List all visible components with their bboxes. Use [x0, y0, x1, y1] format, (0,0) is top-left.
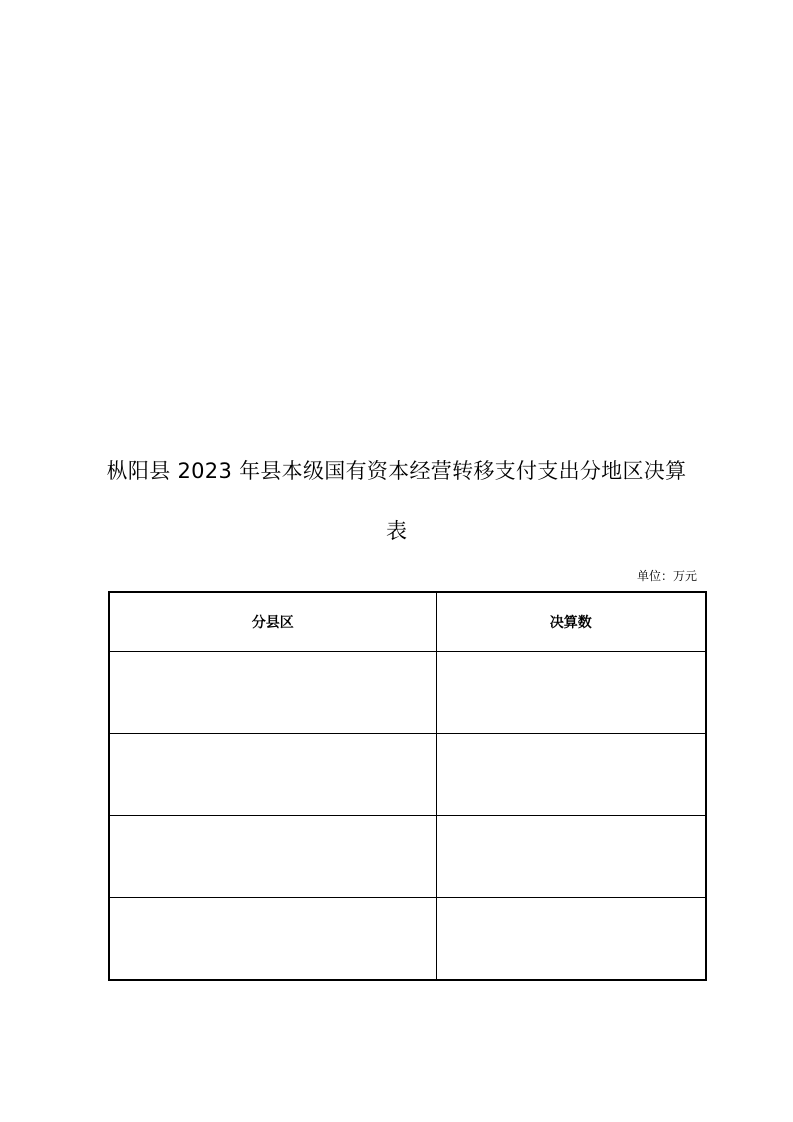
table-row [109, 898, 706, 981]
table-header-row [109, 592, 706, 652]
settlement-table [108, 591, 707, 981]
cell-district [109, 652, 436, 734]
unit-label: 单位：万元 [636, 569, 697, 583]
column-header-settlement-amount: 决算数 [436, 592, 706, 652]
table-row [109, 734, 706, 816]
document-title-continuation: 表 [386, 519, 407, 543]
cell-amount [436, 898, 706, 981]
table-row [109, 652, 706, 734]
cell-district [109, 816, 436, 898]
column-header-district: 分县区 [109, 592, 436, 652]
cell-district [109, 898, 436, 981]
cell-district [109, 734, 436, 816]
table-row [109, 816, 706, 898]
cell-amount [436, 652, 706, 734]
cell-amount [436, 734, 706, 816]
cell-amount [436, 816, 706, 898]
document-title: 枞阳县 2023 年县本级国有资本经营转移支付支出分地区决算 [106, 459, 687, 483]
